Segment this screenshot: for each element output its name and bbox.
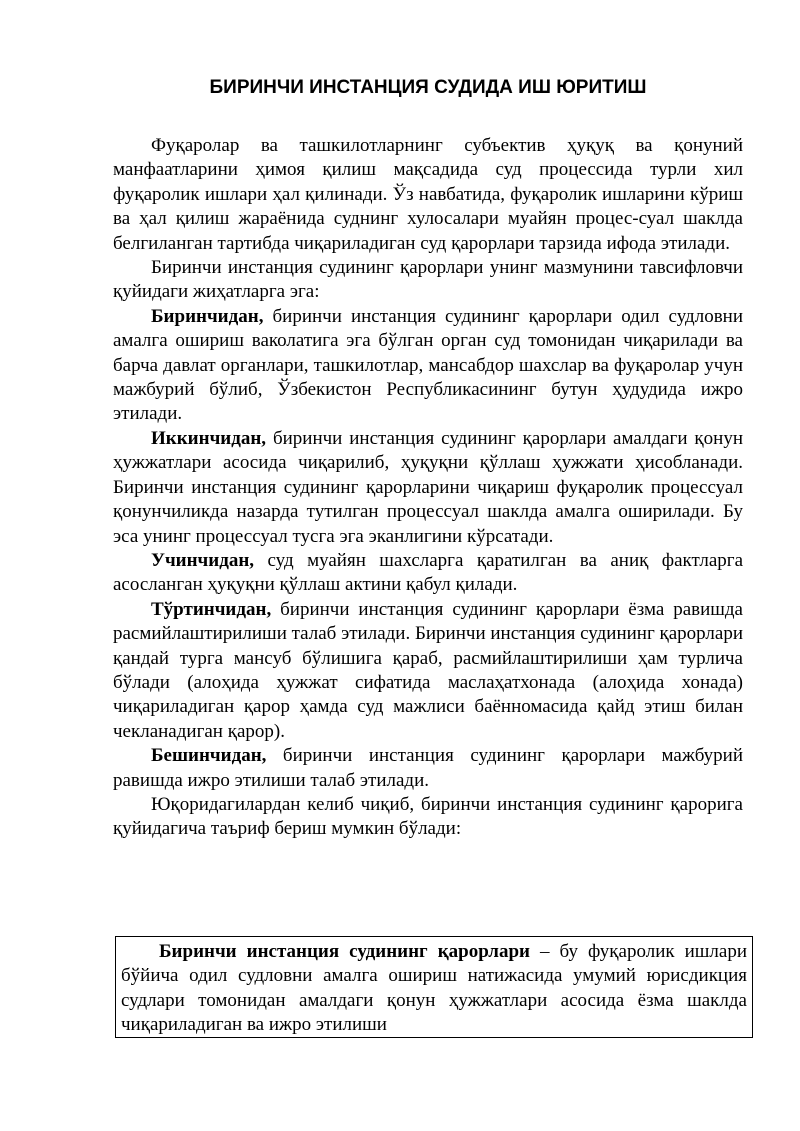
paragraph-text: биринчи инстанция судининг қарорлари амалдаги қонун ҳужжатлари асосида чиқарилиб, ҳуқуқни қўллаш ҳужжати ҳисобланади. Биринчи инстанция судининг қарорларини чиқариш фуқаролик процессуал қонунчиликда назарда тутилган процессуал шаклда амалга оширилади. Бу эса унинг процессуал тусга эга эканлигини кўрсатади. <box>113 427 743 547</box>
paragraph-fifth <box>113 744 743 793</box>
paragraph-second <box>113 427 743 549</box>
paragraph-lead: Тўртинчидан, <box>151 598 272 620</box>
paragraph-lead: Бешинчидан, <box>151 745 267 767</box>
paragraph-text: Биринчи инстанция судининг қарорлари унинг мазмунини тавсифловчи қуйидаги жиҳатларга эга: <box>113 257 743 303</box>
paragraph-first <box>113 305 743 427</box>
paragraph-intro <box>113 134 743 256</box>
paragraph-aspects <box>113 256 743 305</box>
paragraph-text: биринчи инстанция судининг қарорлари одил судловни амалга ошириш ваколатига эга бўлган орган суд томонидан чиқарилади ва барча давлат органлари, ташкилотлар, мансабдор шахслар ва фуқаролар учун мажбурий бўлиб, Ўзбекистон Республикасининг бутун ҳудудида ижро этилади. <box>113 305 743 425</box>
paragraph-text: биринчи инстанция судининг қарорлари мажбурий равишда ижро этилиши талаб этилади. <box>113 745 743 791</box>
paragraph-text: Фуқаролар ва ташкилотларнинг субъектив ҳуқуқ ва қонуний манфаатларини ҳимоя қилиш мақсадида суд процессида турли хил фуқаролик ишлари ҳал қилинади. Ўз навбатида, фуқаролик ишларини кўриш ва ҳал қилиш жараёнида суднинг хулосалари муайян процес-суал шаклда белгиланган тартибда чиқариладиган суд қарорлари тарзида ифода этилади. <box>113 135 743 254</box>
paragraph-text: биринчи инстанция судининг қарорлари ёзма равишда расмийлаштирилиши талаб этилади. Биринчи инстанция судининг қарорлари қандай турга мансуб бўлишига қараб, расмийлаштирилиши ҳам турлича бўлади (алоҳида ҳужжат сифатида маслаҳатхонада (алоҳида хонада) чиқариладиган қарор ҳамда суд мажлиси баённомасида қайд этиш билан чекланадиган қарор). <box>113 598 743 742</box>
paragraph-text: Юқоридагилардан келиб чиқиб, биринчи инстанция судининг қарорига қуйидагича таъриф бериш мумкин бўлади: <box>113 793 743 840</box>
page-title: БИРИНЧИ ИНСТАНЦИЯ СУДИДА ИШ ЮРИТИШ <box>209 77 647 98</box>
definition-box <box>115 936 753 1038</box>
definition-text <box>121 940 747 1038</box>
definition-body: – бу фуқаролик ишлари бўйича одил судловни амалга ошириш натижасида умумий юрисдикция судлари томонидан амалдаги қонун ҳужжатлари асосида ёзма шаклда чиқариладиган ва ижро этилиши <box>121 941 747 1036</box>
definition-term: Биринчи инстанция судининг қарорлари <box>159 941 530 962</box>
paragraph-text: суд муайян шахсларга қаратилган ва аниқ фактларга асосланган ҳуқуқни қўллаш актини қабул қилади. <box>113 549 743 596</box>
paragraph-fourth <box>113 598 743 744</box>
document-body <box>113 134 743 842</box>
paragraph-third <box>113 549 743 598</box>
paragraph-lead: Биринчидан, <box>151 305 264 327</box>
paragraph-lead: Иккинчидан, <box>151 427 267 449</box>
paragraph-lead: Учинчидан, <box>151 549 255 571</box>
paragraph-conclusion <box>113 793 743 842</box>
